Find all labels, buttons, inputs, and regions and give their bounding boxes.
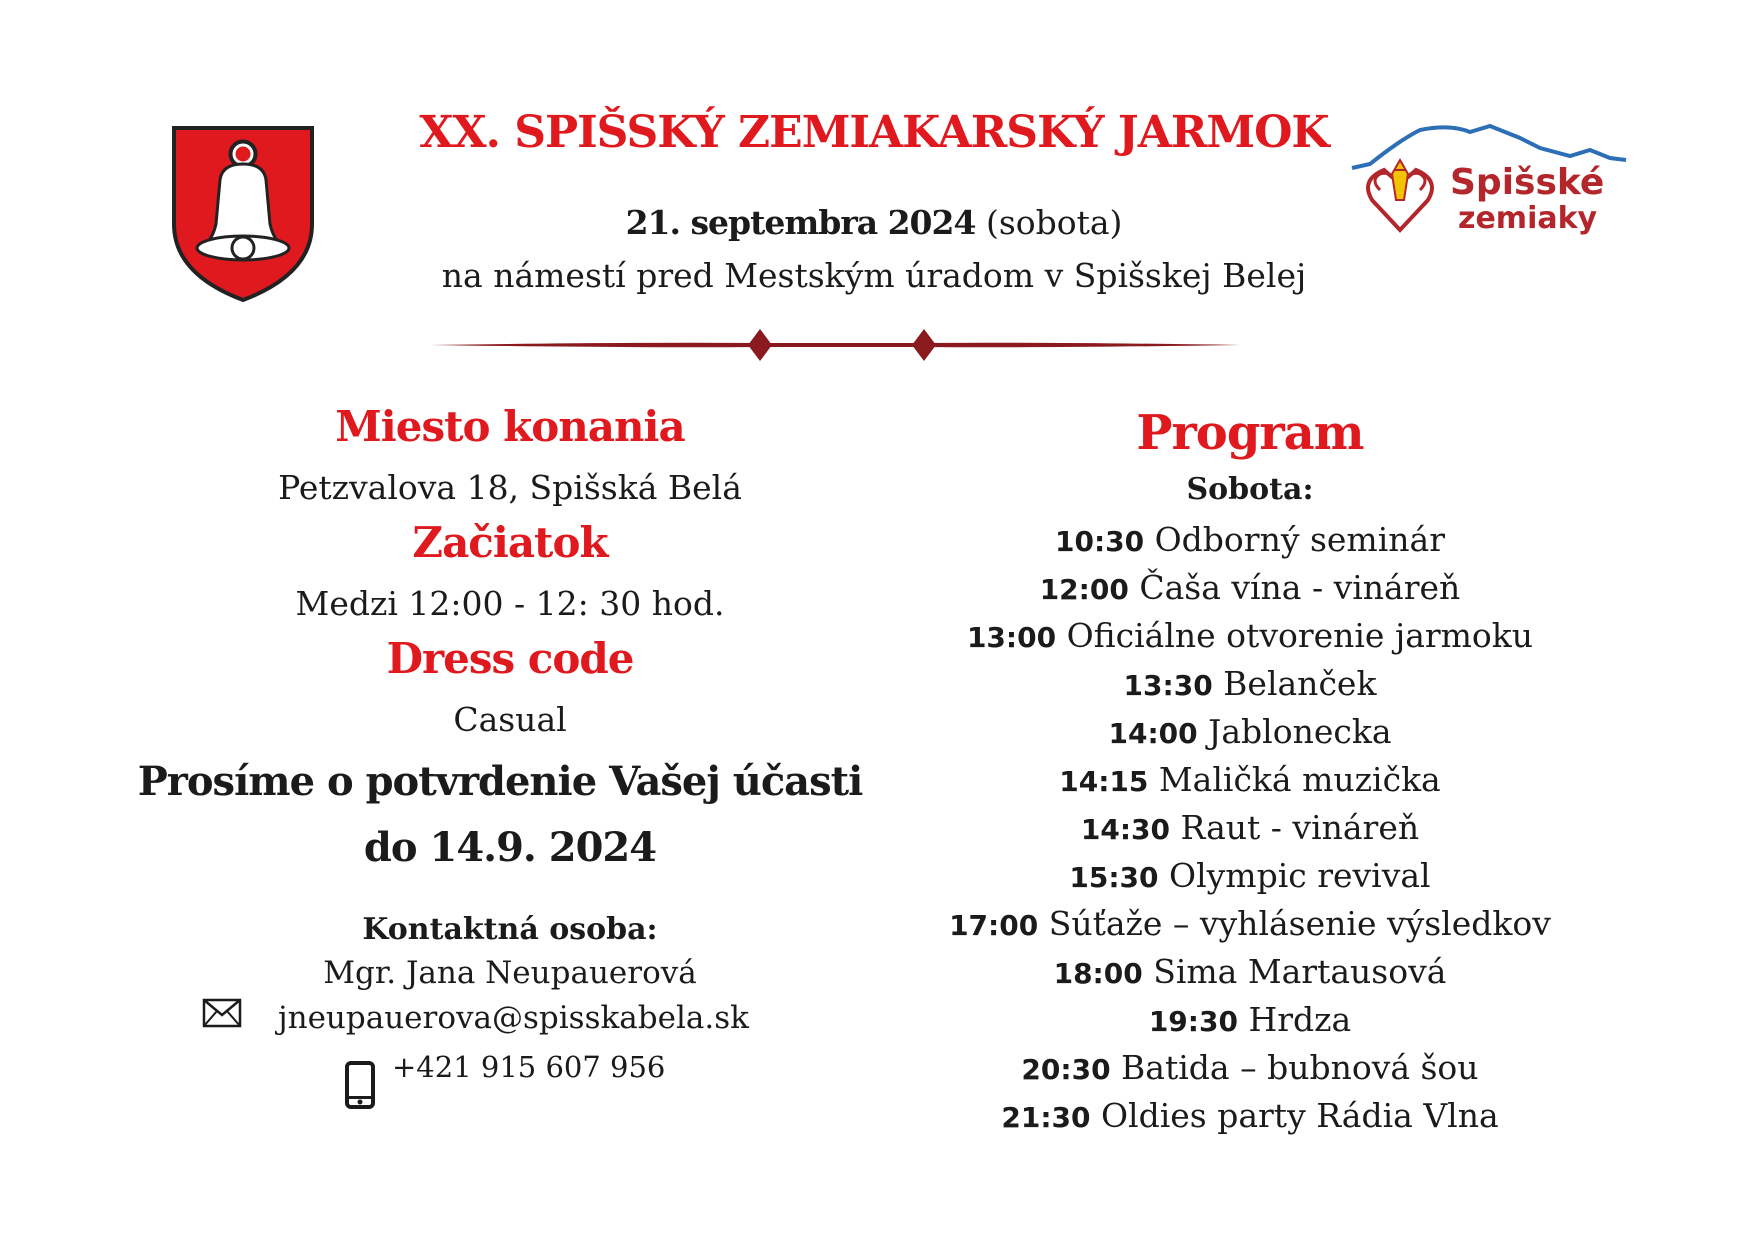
program-item-time: 14:15 — [1059, 765, 1149, 798]
program-item-label: Hrdza — [1237, 1000, 1352, 1039]
program-item-time: 15:30 — [1069, 861, 1159, 894]
contact-phone[interactable]: +421 915 607 956 — [392, 1050, 666, 1084]
program-item-time: 14:30 — [1080, 813, 1171, 846]
program-item-label: Odborný seminár — [1144, 520, 1445, 559]
event-date-bold: 21. septembra 2024 — [625, 203, 976, 242]
logo-line2: zemiaky — [1458, 201, 1598, 236]
program-item — [900, 664, 1600, 703]
event-title: XX. SPIŠSKÝ ZEMIAKARSKÝ JARMOK — [419, 107, 1329, 158]
program-item-label: Maličká muzička — [1148, 760, 1441, 799]
program-item-label: Olympic revival — [1158, 856, 1431, 895]
dress-code-value: Casual — [453, 700, 567, 739]
confirm-line2: do 14.9. 2024 — [363, 824, 657, 871]
logo-line1: Spišské — [1450, 162, 1605, 203]
program-item — [900, 856, 1600, 895]
contact-name: Mgr. Jana Neupauerová — [323, 955, 697, 991]
program-item — [900, 1048, 1600, 1087]
program-item-label: Čaša vína - vináreň — [1128, 568, 1461, 607]
program-item — [900, 904, 1600, 943]
program-item-label: Jablonecka — [1197, 712, 1392, 751]
venue-address: Petzvalova 18, Spišská Belá — [278, 468, 742, 507]
program-item-label: Raut - vináreň — [1170, 808, 1420, 847]
program-item — [900, 616, 1600, 655]
program-item-label: Batida – bubnová šou — [1110, 1048, 1479, 1087]
event-date-weekday: (sobota) — [975, 203, 1123, 242]
program-heading: Program — [1136, 405, 1364, 461]
program-item-time: 14:00 — [1108, 717, 1198, 750]
dress-code-heading: Dress code — [386, 634, 634, 683]
spisske-zemiaky-logo — [1350, 120, 1640, 254]
program-item-time: 21:30 — [1001, 1101, 1091, 1134]
phone-icon — [344, 1060, 376, 1114]
program-item-time: 13:00 — [966, 621, 1057, 654]
confirm-line1: Prosíme o potvrdenie Vašej účasti — [137, 758, 863, 805]
program-item-time: 18:00 — [1053, 957, 1143, 990]
program-item — [900, 760, 1600, 799]
program-item-label: Oficiálne otvorenie jarmoku — [1056, 616, 1534, 655]
program-item-label: Súťaže – vyhlásenie výsledkov — [1038, 904, 1551, 943]
contact-heading: Kontaktná osoba: — [362, 912, 658, 947]
program-item — [900, 1000, 1600, 1039]
program-item-time: 10:30 — [1055, 525, 1145, 558]
program-item-time: 20:30 — [1021, 1053, 1111, 1086]
contact-email[interactable]: jneupauerova@spisskabela.sk — [278, 1000, 749, 1036]
venue-heading: Miesto konania — [335, 402, 685, 451]
program-item — [900, 520, 1600, 559]
program-item — [900, 952, 1600, 991]
program-item — [900, 568, 1600, 607]
program-item-time: 12:00 — [1039, 573, 1129, 606]
program-item — [900, 712, 1600, 751]
program-item-label: Belanček — [1212, 664, 1377, 703]
program-day: Sobota: — [1186, 472, 1314, 507]
program-item-label: Sima Martausová — [1142, 952, 1447, 991]
program-item-time: 17:00 — [949, 909, 1039, 942]
event-place: na námestí pred Mestským úradom v Spišskej Belej — [441, 256, 1307, 295]
program-item-label: Oldies party Rádia Vlna — [1090, 1096, 1499, 1135]
start-time: Medzi 12:00 - 12: 30 hod. — [295, 584, 725, 623]
envelope-icon — [202, 998, 242, 1032]
program-item-time: 19:30 — [1148, 1005, 1238, 1038]
program-item — [900, 808, 1600, 847]
program-item-time: 13:30 — [1123, 669, 1213, 702]
start-heading: Začiatok — [412, 518, 608, 567]
program-item — [900, 1096, 1600, 1135]
ornamental-divider — [430, 325, 1240, 369]
